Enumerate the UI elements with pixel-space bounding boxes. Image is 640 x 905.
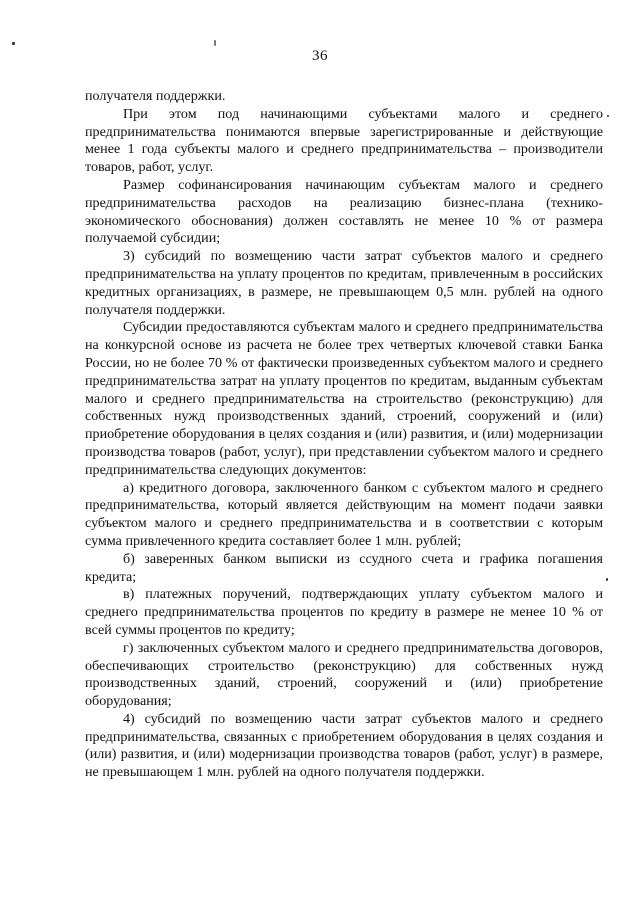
list-item-c: в) платежных поручений, подтверждающих уплату субъектом малого и среднего предпринимательства процентов по кредиту в размере не менее 10 % от всей суммы процентов по кредиту; (85, 586, 603, 638)
paragraph: При этом под начинающими субъектами малого и среднего предпринимательства понимаются впервые зарегистрированные и действующие менее 1 года субъекты малого и среднего предпринимательства – производители товаров, работ, услуг. (85, 105, 603, 176)
paragraph: 4) субсидий по возмещению части затрат субъектов малого и среднего предпринимательства, связанных с приобретением оборудования в целях создания и (или) развития, и (или) модернизации производства товаров (работ, услуг) в размере, не превышающем 1 млн. рублей на одного получателя поддержки. (85, 710, 603, 781)
scan-speck (12, 42, 15, 45)
paragraph: получателя поддержки. (85, 88, 226, 104)
list-item-d: г) заключенных субъектом малого и среднего предпринимательства договоров, обеспечивающих строительство (реконструкцию) для собственных нужд производственных зданий, строений, сооружений и (или) приобретение оборудования; (85, 639, 603, 710)
page-number: 36 (312, 48, 328, 64)
document-body (85, 88, 603, 782)
scan-speck (607, 115, 609, 117)
paragraph: Размер софинансирования начинающим субъектам малого и среднего предпринимательства расходов на реализацию бизнес-плана (технико-экономического обоснования) должен составлять не менее 10 % от размера получаемой субсидии; (85, 176, 603, 247)
paragraph: 3) субсидий по возмещению части затрат субъектов малого и среднего предпринимательства на уплату процентов по кредитам, привлеченным в российских кредитных организациях, в размере, не превышающем 0,5 млн. рублей на одного получателя поддержки. (85, 248, 603, 318)
paragraph: Субсидии предоставляются субъектам малого и среднего предпринимательства на конкурсной основе из расчета не более трех четвертых ключевой ставки Банка России, но не более 70 % от фактически произведенных субъектом малого и среднего предпринимательства затрат на уплату процентов по кредитам, выданным субъектам малого и среднего предпринимательства на строительство (реконструкцию) для собственных нужд производственных зданий, строений, сооружений и (или) приобретение оборудования в целях создания и (или) развития, и (или) модернизации производства товаров (работ, услуг), при представлении субъектом малого и среднего предпринимательства следующих документов: (85, 319, 603, 478)
scan-speck (606, 578, 608, 581)
list-item-b: б) заверенных банком выписки из ссудного счета и графика погашения кредита; (85, 550, 603, 585)
list-item-a: а) кредитного договора, заключенного банком с субъектом малого и среднего предпринимательства, который является действующим на момент подачи заявки субъектом малого и среднего предпринимательства и в соответствии с которым сумма привлеченного кредита составляет более 1 млн. рублей; (85, 479, 603, 549)
scan-speck (214, 40, 216, 46)
